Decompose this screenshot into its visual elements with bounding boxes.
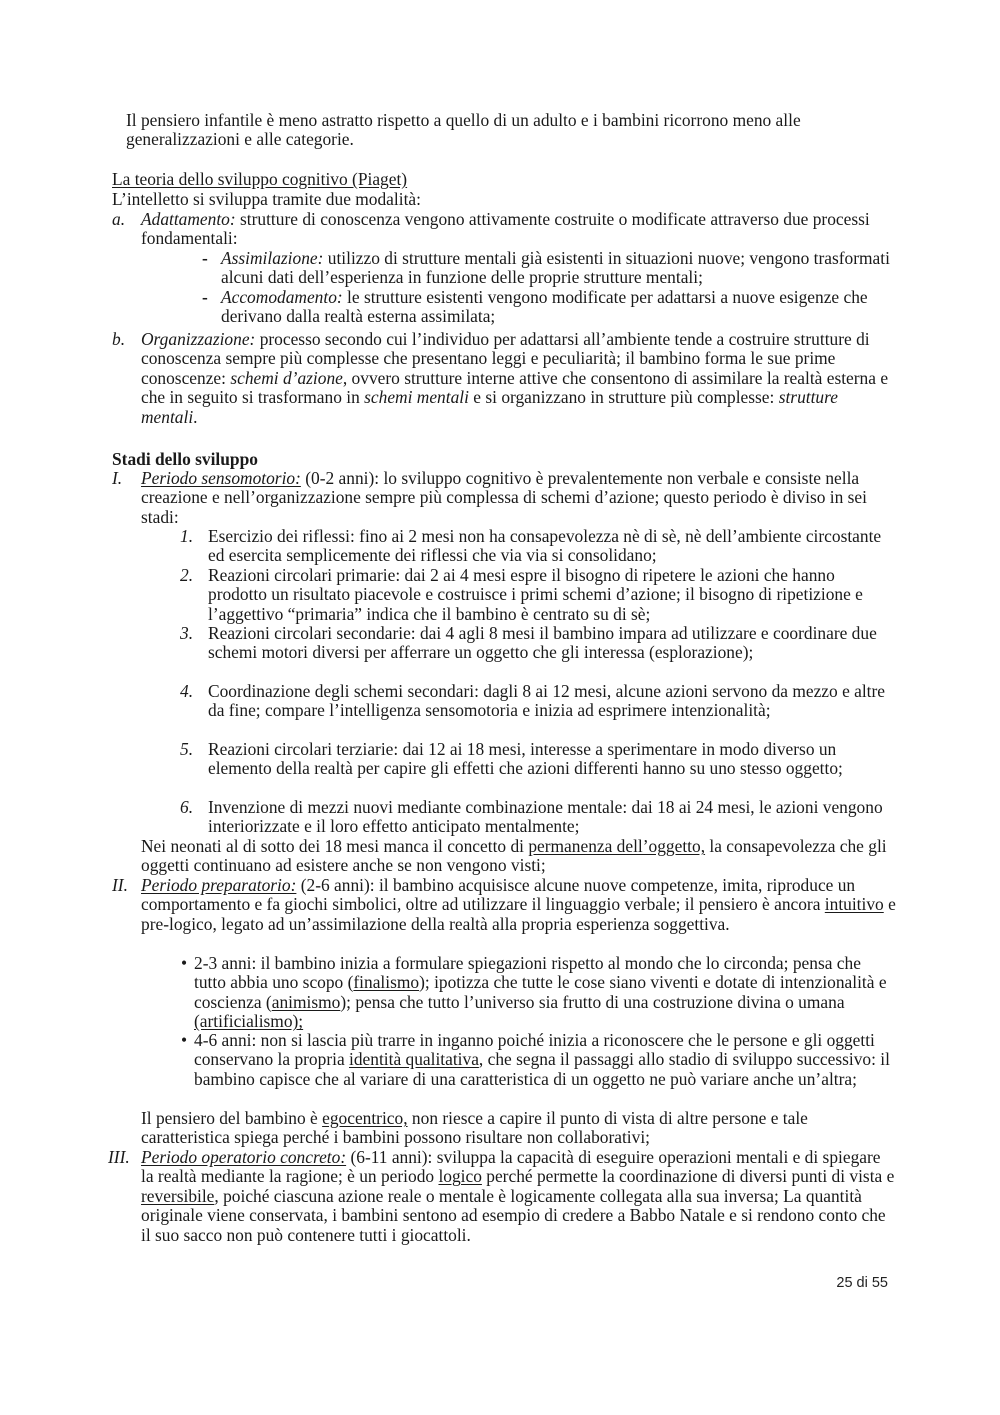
artificialismo-term: (artificialismo);: [194, 1011, 304, 1032]
operatorio-text-3: , poiché ciascuna azione reale o mentale è logicamente collegata alla sua inversa; La quantità originale viene conservata, i bambini sentono ad esempio di credere a Babbo Natale e si rendono conto che il suo sacco non può contenere tutti i giocattoli.: [141, 1185, 886, 1245]
sensomotorio-term: Periodo sensomotorio:: [141, 468, 301, 488]
stage-6-text: Invenzione di mezzi nuovi mediante combinazione mentale: dai 18 ai 24 mesi, le azioni vengono interiorizzate e il loro effetto anticipato mentalmente;: [208, 797, 883, 837]
permanenza-oggetto-term: permanenza dell’oggetto,: [528, 836, 706, 856]
organizzazione-text: processo secondo cui l’individuo per adattarsi all’ambiente tende a costruire strutture di conoscenza sempre più complesse che presentano leggi e peculiarità; il bambino forma le sue prime conoscenze:: [141, 329, 870, 388]
bullet-2-3-text-2: ); ipotizza che tutte le cose siano viventi e dotate di intenzionalità e coscienza (: [194, 972, 887, 1012]
sensomotorio-closing-text: Nei neonati al di sotto dei 18 mesi manca il concetto di: [141, 836, 529, 856]
preparatorio-text: (2-6 anni): il bambino acquisisce alcune nuove competenze, imita, riproduce un comportamento e fa giochi simbolici, oltre ad utilizzare il linguaggio verbale; il pensiero è ancora: [141, 875, 856, 915]
period-operatorio-concreto: [141, 1148, 896, 1245]
period-sensomotorio: [141, 469, 896, 527]
piaget-heading: La teoria dello sviluppo cognitivo (Piaget): [112, 169, 408, 189]
stage-5-marker: 5.: [180, 739, 194, 759]
preparatorio-closing: [141, 1109, 896, 1148]
bullet-2-3-anni: [194, 954, 896, 1032]
stage-5-text: Reazioni circolari terziarie: dai 12 ai 18 mesi, interesse a sperimentare in modo diverso un elemento della realtà per capire gli effetti che azioni differenti hanno su uno stesso oggetto;: [208, 739, 843, 779]
organizzazione-term: Organizzazione:: [141, 329, 256, 349]
schemi-azione-term: schemi d’azione: [230, 367, 343, 388]
operatorio-text-2: perché permette la coordinazione di diversi punti di vista e: [481, 1166, 895, 1187]
assimilazione-text: utilizzo di strutture mentali già esistenti in situazioni nuove; vengono trasformati alcuni dati dell’esperienza in funzione delle proprie strutture mentali;: [221, 248, 890, 288]
accomodamento-term: Accomodamento:: [221, 287, 343, 307]
period-I-marker: I.: [112, 468, 123, 488]
organizzazione-text-4: .: [193, 406, 198, 427]
intuitivo-term: intuitivo: [824, 894, 884, 915]
bullet-4-6-anni: [194, 1031, 896, 1089]
accomodamento-dash: -: [202, 287, 208, 307]
bullet-4-6-text-2: , che segna il passaggi allo stadio di sviluppo successivo: il bambino capisce che al variare di una caratteristica di un oggetto ne può variare anche un’altra;: [194, 1049, 890, 1089]
period-preparatorio: [141, 876, 896, 934]
bullet-4-6-marker: •: [181, 1030, 188, 1050]
bullet-4-6-text: 4-6 anni: non si lascia più trarre in inganno poiché inizia a riconoscere che le persone e gli oggetti conservano la propria: [194, 1030, 875, 1070]
item-assimilazione: [221, 249, 896, 288]
stage-1-text: Esercizio dei riflessi: fino ai 2 mesi non ha consapevolezza nè di sè, nè dell’ambiente circostante ed esercita semplicemente dei riflessi che via via si consolidano;: [208, 526, 882, 566]
sensomotorio-text: (0-2 anni): lo sviluppo cognitivo è prevalentemente non verbale e consiste nella creazione e nell’organizzazione sempre più complessa di schemi d’azione; questo periodo è diviso in sei stadi:: [141, 468, 867, 527]
bullet-2-3-text-3: ); pensa che tutto l’universo sia frutto di una costruzione divina o umana: [340, 991, 845, 1012]
animismo-term: animismo: [271, 991, 341, 1012]
assimilazione-dash: -: [202, 248, 208, 268]
preparatorio-closing-text-2: non riesce a capire il punto di vista di altre persone e tale caratteristica spiega perché i bambini possono risultare non collaborativi;: [141, 1108, 808, 1148]
item-accomodamento: [221, 288, 896, 327]
accomodamento-text: le strutture esistenti vengono modificate per adattarsi a nuove esigenze che derivano dalla realtà esterna assimilata;: [221, 287, 868, 327]
finalismo-term: finalismo: [353, 972, 420, 993]
item-b-marker: b.: [112, 329, 126, 349]
strutture-mentali-term: strutture mentali: [141, 387, 838, 427]
bullet-2-3-text: 2-3 anni: il bambino inizia a formulare spiegazioni rispetto al mondo che lo circonda; pensa che tutto abbia uno scopo (: [194, 953, 861, 993]
intro-text: Il pensiero infantile è meno astratto rispetto a quello di un adulto e i bambini ricorrono meno alle generalizzazioni e alle categorie.: [126, 110, 801, 150]
preparatorio-term: Periodo preparatorio:: [141, 875, 297, 895]
item-b-organizzazione: [141, 330, 896, 427]
stadi-heading: Stadi dello sviluppo: [112, 449, 258, 469]
stage-3-marker: 3.: [180, 623, 194, 643]
operatorio-text: (6-11 anni): sviluppa la capacità di eseguire operazioni mentali e di spiegare la realtà mediante la ragione; è un periodo: [141, 1147, 881, 1187]
piaget-subheading: L’intelletto si sviluppa tramite due modalità:: [112, 189, 421, 209]
item-a-adattamento: [141, 210, 896, 249]
reversibile-term: reversibile: [141, 1185, 215, 1206]
period-II-marker: II.: [112, 875, 128, 895]
operatorio-concreto-term: Periodo operatorio concreto:: [141, 1147, 347, 1167]
stage-2-marker: 2.: [180, 565, 194, 585]
egocentrico-term: egocentrico,: [322, 1108, 408, 1128]
sensomotorio-closing-text-2: la consapevolezza che gli oggetti continuano ad esistere anche se non vengono visti;: [141, 836, 887, 876]
adattamento-term: Adattamento:: [141, 209, 236, 229]
page-number: 25 di 55: [836, 1275, 888, 1291]
stage-4-marker: 4.: [180, 681, 194, 701]
item-a-marker: a.: [112, 209, 126, 229]
bullet-2-3-marker: •: [181, 953, 188, 973]
schemi-mentali-term: schemi mentali: [364, 387, 469, 408]
stage-4-text: Coordinazione degli schemi secondari: dagli 8 ai 12 mesi, alcune azioni servono da mezzo e altre da fine; compare l’intelligenza sensomotoria e inizia ad esprimere intenzionalità;: [208, 681, 886, 721]
organizzazione-text-2: , ovvero strutture interne attive che consentono di assimilare la realtà esterna e che in seguito si trasformano in: [141, 367, 889, 408]
stage-1-marker: 1.: [180, 526, 194, 546]
preparatorio-closing-text: Il pensiero del bambino è: [141, 1108, 323, 1128]
organizzazione-text-3: e si organizzano in strutture più complesse:: [468, 387, 779, 408]
adattamento-text: strutture di conoscenza vengono attivamente costruite o modificate attraverso due processi fondamentali:: [141, 209, 870, 249]
logico-term: logico: [438, 1166, 482, 1187]
sensomotorio-closing: [141, 837, 896, 876]
period-III-marker: III.: [108, 1147, 130, 1167]
identita-qualitativa-term: identità qualitativa: [349, 1049, 479, 1070]
assimilazione-term: Assimilazione:: [221, 248, 324, 268]
preparatorio-text-2: e pre-logico, legato ad un’assimilazione della realtà alla propria esperienza soggettiva.: [141, 894, 896, 934]
stage-3-text: Reazioni circolari secondarie: dai 4 agli 8 mesi il bambino impara ad utilizzare e coordinare due schemi motori diversi per afferrare un oggetto che gli interessa (esplorazione);: [208, 623, 877, 663]
stage-6-marker: 6.: [180, 797, 194, 817]
intro-paragraph: [126, 111, 896, 150]
stage-2-text: Reazioni circolari primarie: dai 2 ai 4 mesi espre il bisogno di ripetere le azioni che hanno prodotto un risultato piacevole e costruisce i primi schemi d’azione; il bisogno di ripetizione e l’aggettivo “primaria” indica che il bambino è centrato su di sè;: [208, 565, 863, 624]
